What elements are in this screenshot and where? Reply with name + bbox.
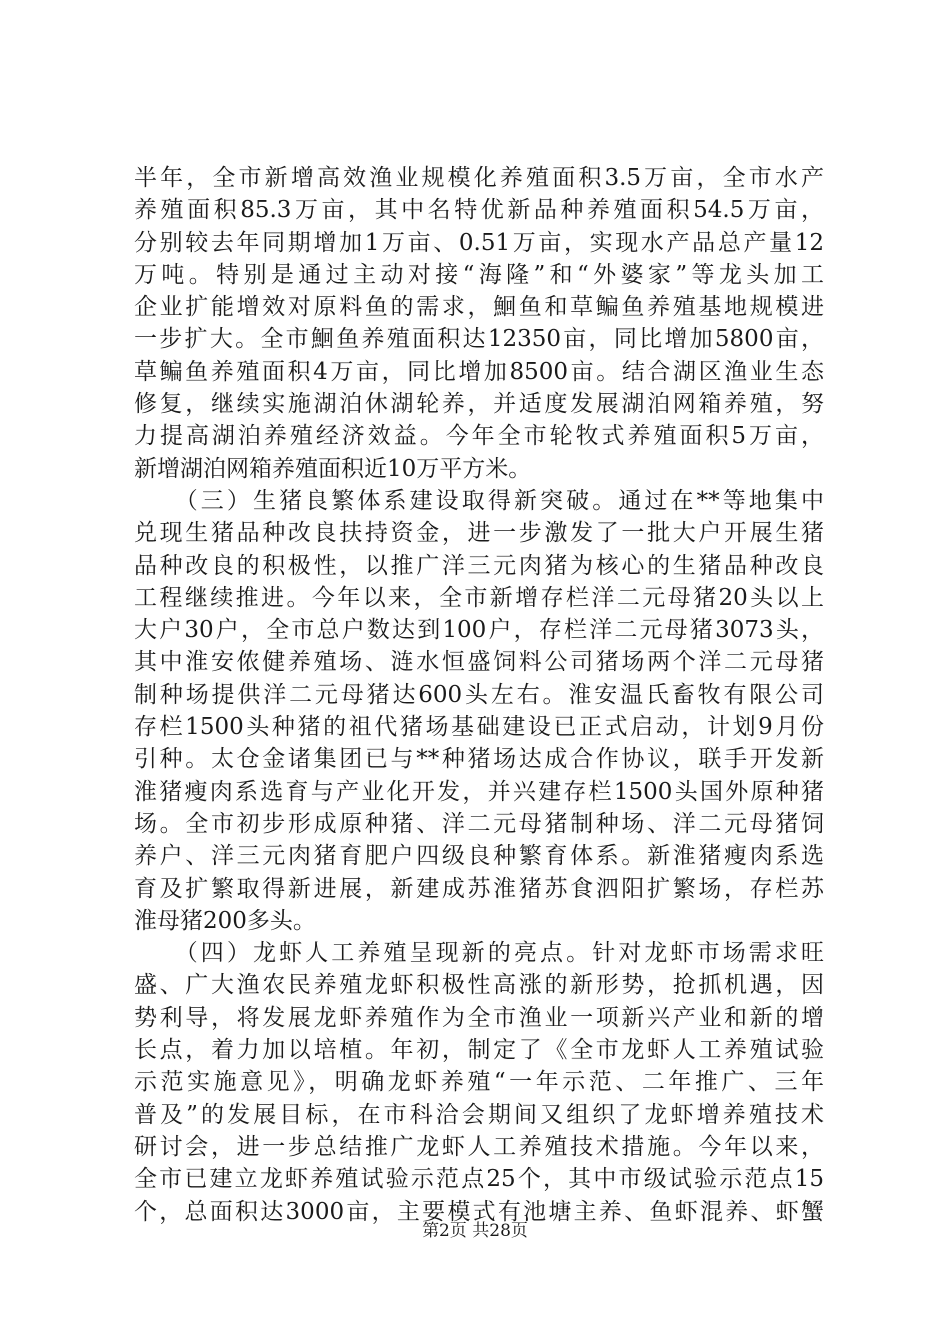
text-line: 示范实施意见》，明确龙虾养殖“一年示范、二年推广、三年 [134,1069,824,1096]
paragraph [134,937,824,1228]
text-line: 盛、广大渔农民养殖龙虾积极性高涨的新形势，抢抓机遇，因 [134,972,824,999]
text-line: 淮猪瘦肉系选育与产业化开发，并兴建存栏1500头国外原种猪 [134,778,824,805]
paragraph [134,485,824,937]
text-line: 养户、洋三元肉猪育肥户四级良种繁育体系。新淮猪瘦肉系选 [134,843,824,870]
text-line: 企业扩能增效对原料鱼的需求，鮰鱼和草鳊鱼养殖基地规模进 [134,294,824,321]
text-line: 一步扩大。全市鮰鱼养殖面积达12350亩，同比增加5800亩， [134,326,824,353]
text-line: 新增湖泊网箱养殖面积近10万平方米。 [134,455,532,482]
text-line: 存栏1500头种猪的祖代猪场基础建设已正式启动，计划9月份 [134,714,824,741]
text-line: （三）生猪良繁体系建设取得新突破。通过在**等地集中 [134,487,824,514]
text-line: 草鳊鱼养殖面积4万亩，同比增加8500亩。结合湖区渔业生态 [134,358,824,385]
text-line: （四）龙虾人工养殖呈现新的亮点。针对龙虾市场需求旺 [134,940,824,967]
text-line: 全市已建立龙虾养殖试验示范点25个，其中市级试验示范点15 [134,1166,824,1193]
document-body [134,162,824,1228]
text-line: 场。全市初步形成原种猪、洋二元母猪制种场、洋二元母猪饲 [134,810,824,837]
text-line: 兑现生猪品种改良扶持资金，进一步激发了一批大户开展生猪 [134,520,824,547]
text-line: 其中淮安侬健养殖场、涟水恒盛饲料公司猪场两个洋二元母猪 [134,649,824,676]
text-line: 修复，继续实施湖泊休湖轮养，并适度发展湖泊网箱养殖，努 [134,391,824,418]
text-line: 势利导，将发展龙虾养殖作为全市渔业一项新兴产业和新的增 [134,1004,824,1031]
text-line: 品种改良的积极性，以推广洋三元肉猪为核心的生猪品种改良 [134,552,824,579]
text-line: 研讨会，进一步总结推广龙虾人工养殖技术措施。今年以来， [134,1133,824,1160]
text-line: 工程继续推进。今年以来，全市新增存栏洋二元母猪20头以上 [134,584,824,611]
text-line: 制种场提供洋二元母猪达600头左右。淮安温氏畜牧有限公司 [134,681,824,708]
text-line: 育及扩繁取得新进展，新建成苏淮猪苏食泗阳扩繁场，存栏苏 [134,875,824,902]
text-line: 淮母猪200多头。 [134,907,316,934]
paragraph [134,162,824,485]
text-line: 长点，着力加以培植。年初，制定了《全市龙虾人工养殖试验 [134,1037,824,1064]
page-number-label: 第2页 共28页 [422,1221,528,1241]
text-line: 养殖面积85.3万亩，其中名特优新品种养殖面积54.5万亩， [134,197,824,224]
text-line: 力提高湖泊养殖经济效益。今年全市轮牧式养殖面积5万亩， [134,423,824,450]
text-line: 半年，全市新增高效渔业规模化养殖面积3.5万亩，全市水产 [134,165,824,191]
text-line: 引种。太仓金诸集团已与**种猪场达成合作协议，联手开发新 [134,746,824,773]
text-line: 大户30户，全市总户数达到100户，存栏洋二元母猪3073头， [134,617,824,644]
text-line: 万吨。特别是通过主动对接“海隆”和“外婆家”等龙头加工 [134,261,824,288]
page-footer [0,1216,950,1241]
text-line: 个，总面积达3000亩，主要模式有池塘主养、鱼虾混养、虾蟹 [134,1198,824,1225]
text-line: 分别较去年同期增加1万亩、0.51万亩，实现水产品总产量12 [134,229,824,256]
text-line: 普及”的发展目标，在市科洽会期间又组织了龙虾增养殖技术 [134,1101,824,1128]
